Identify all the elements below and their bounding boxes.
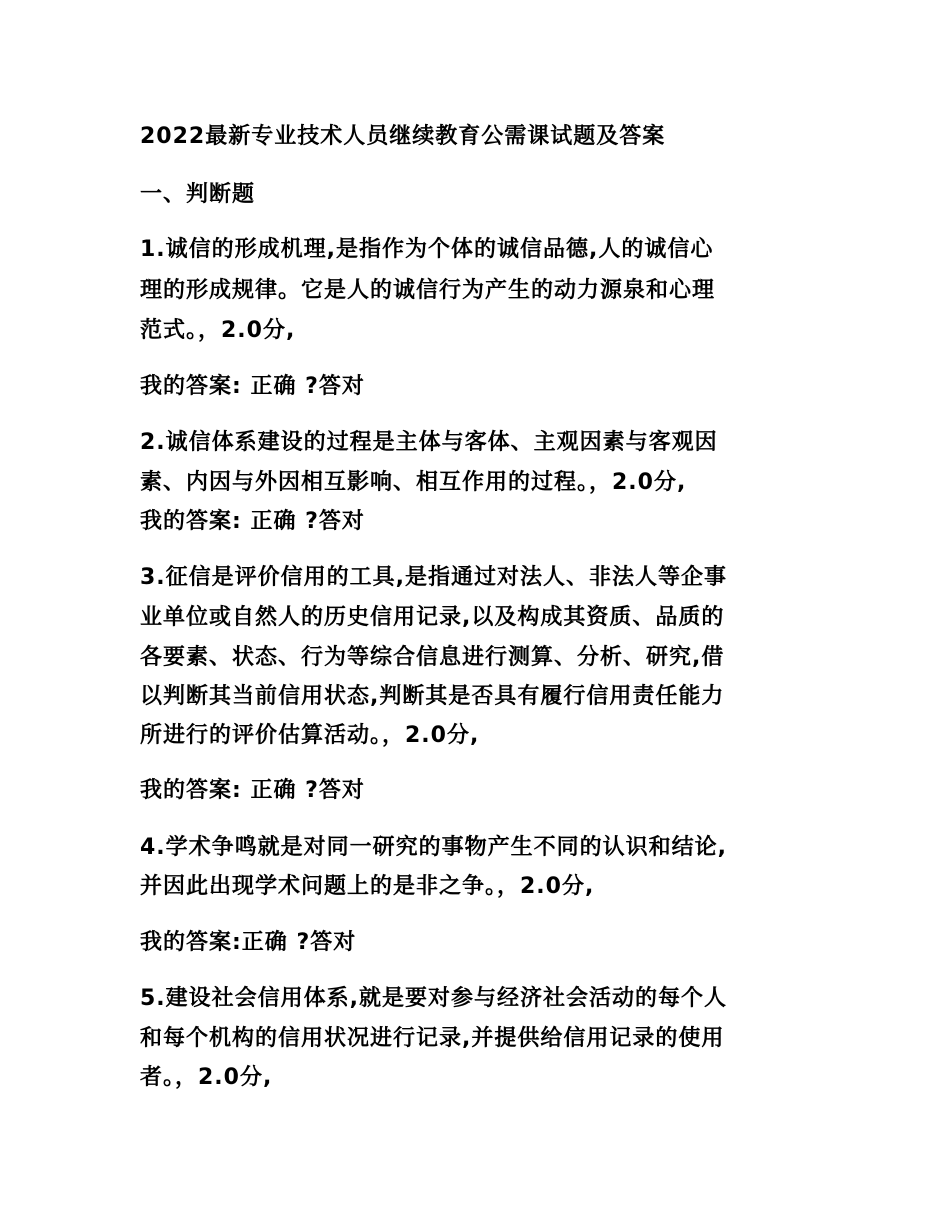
question-text-line: 素、内因与外因相互影响、相互作用的过程。，2.0分,	[140, 470, 687, 495]
question-text-line: 3.征信是评价信用的工具,是指通过对法人、非法人等企事	[140, 565, 728, 590]
question-text-line: 所进行的评价估算活动。，2.0分,	[140, 723, 480, 748]
question-text-line: 范式。，2.0分,	[140, 318, 296, 343]
my-answer: 我的答案: 正确 ?答对	[140, 509, 365, 534]
question-text-line: 2.诚信体系建设的过程是主体与客体、主观因素与客观因	[140, 430, 718, 455]
question-text-line: 各要素、状态、行为等综合信息进行测算、分析、研究,借	[140, 645, 725, 670]
question-text-line: 业单位或自然人的历史信用记录,以及构成其资质、品质的	[140, 605, 725, 630]
my-answer: 我的答案: 正确 ?答对	[140, 778, 365, 803]
question-text-line: 并因此出现学术问题上的是非之争。，2.0分,	[140, 874, 595, 899]
question-text-line: 和每个机构的信用状况进行记录,并提供给信用记录的使用	[140, 1026, 725, 1051]
document-title: 2022最新专业技术人员继续教育公需课试题及答案	[140, 124, 666, 149]
my-answer: 我的答案:正确 ?答对	[140, 930, 357, 955]
question-text-line: 1.诚信的形成机理,是指作为个体的诚信品德,人的诚信心	[140, 237, 714, 262]
question-text-line: 4.学术争鸣就是对同一研究的事物产生不同的认识和结论,	[140, 835, 728, 860]
question-text-line: 者。，2.0分,	[140, 1065, 273, 1090]
question-text-line: 理的形成规律。它是人的诚信行为产生的动力源泉和心理	[140, 278, 716, 303]
question-text-line: 以判断其当前信用状态,判断其是否具有履行信用责任能力	[140, 684, 725, 709]
my-answer: 我的答案: 正确 ?答对	[140, 374, 365, 399]
question-text-line: 5.建设社会信用体系,就是要对参与经济社会活动的每个人	[140, 986, 728, 1011]
section-heading: 一、判断题	[140, 182, 256, 207]
